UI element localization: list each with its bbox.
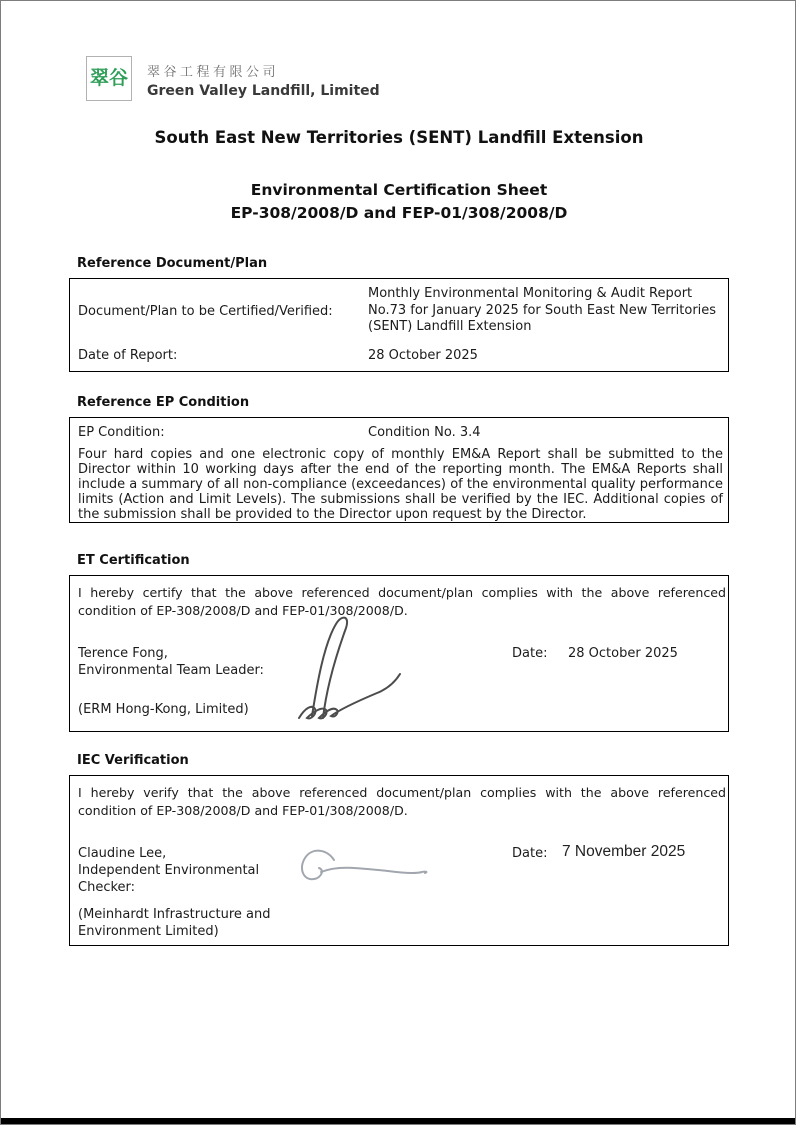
section-heading-iec-verification: IEC Verification <box>77 753 189 768</box>
iec-signatory-company-line2: Environment Limited) <box>78 924 219 939</box>
section-heading-reference-ep-condition: Reference EP Condition <box>77 395 250 410</box>
iec-verification-box <box>69 775 729 946</box>
ep-condition-description: Four hard copies and one electronic copy of monthly EM&A Report shall be submitted to the Director within 10 working days after the end of the reporting month. The EM&A Reports shall include a summary of all non-compliance (exceedances) of the environmental quality performance limits (Action and Limit Levels). The submissions shall be verified by the IEC. Additional copies of the submission shall be provided to the Director upon request by the Director. <box>78 447 723 522</box>
iec-signatory-name: Claudine Lee, <box>78 846 167 861</box>
et-signatory-name: Terence Fong, <box>78 646 168 661</box>
et-signatory-role: Environmental Team Leader: <box>78 663 264 678</box>
et-signature <box>280 612 405 724</box>
page-bottom-edge <box>1 1118 795 1124</box>
company-logo-block <box>86 56 380 101</box>
company-name-chinese: 翠谷工程有限公司 <box>147 65 280 80</box>
company-name-block <box>147 61 380 99</box>
green-valley-logo-icon: 翠谷 <box>86 56 132 101</box>
et-date-label: Date: <box>512 646 548 661</box>
date-of-report-label: Date of Report: <box>78 348 178 363</box>
permit-numbers: EP-308/2008/D and FEP-01/308/2008/D <box>230 204 568 222</box>
section-heading-et-certification: ET Certification <box>77 553 190 568</box>
reference-document-box <box>69 278 729 372</box>
section-heading-reference-document: Reference Document/Plan <box>77 256 268 271</box>
iec-date-value: 7 November 2025 <box>562 843 686 860</box>
company-name-english: Green Valley Landfill, Limited <box>147 83 380 99</box>
document-title: South East New Territories (SENT) Landfill Extension <box>154 128 644 147</box>
iec-verification-statement: I hereby verify that the above referenced document/plan complies with the above referenced condition of EP-308/2008/D and FEP-01/308/2008/D. <box>78 785 726 818</box>
date-of-report-value: 28 October 2025 <box>368 348 478 363</box>
et-certification-statement: I hereby certify that the above referenced document/plan complies with the above referenced condition of EP-308/2008/D and FEP-01/308/2008/D. <box>78 585 726 618</box>
iec-signatory-company-line1: (Meinhardt Infrastructure and <box>78 907 271 922</box>
et-signatory-company: (ERM Hong-Kong, Limited) <box>78 702 249 717</box>
iec-signatory-role-line2: Checker: <box>78 880 136 895</box>
reference-ep-condition-box <box>69 417 729 523</box>
ep-condition-number: Condition No. 3.4 <box>368 425 481 440</box>
document-subtitle: Environmental Certification Sheet <box>250 181 548 199</box>
iec-signatory-role-line1: Independent Environmental <box>78 863 260 878</box>
ep-condition-label: EP Condition: <box>78 425 165 440</box>
et-date-value: 28 October 2025 <box>568 646 678 661</box>
et-certification-box <box>69 575 729 732</box>
document-plan-value: Monthly Environmental Monitoring & Audit Report No.73 for January 2025 for South East New Territories (SENT) Landfill Extension <box>368 286 717 334</box>
iec-signature <box>288 842 438 898</box>
iec-date-label: Date: <box>512 846 548 861</box>
document-plan-label: Document/Plan to be Certified/Verified: <box>78 304 333 319</box>
